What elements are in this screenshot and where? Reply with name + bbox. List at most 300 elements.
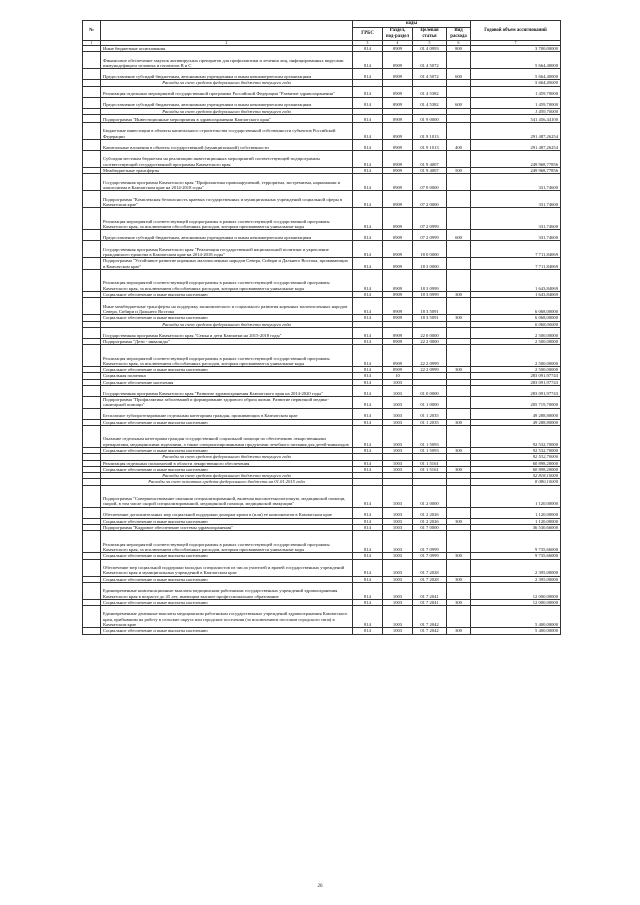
row-name-cell: Социальное обеспечение населения — [101, 379, 353, 385]
row-number-cell — [83, 69, 101, 80]
row-target-article-cell: 01 1 2035 — [413, 419, 447, 425]
row-amount-cell: 2 500,00000 — [471, 338, 561, 344]
row-target-article-cell: 01 1 2035 — [413, 408, 447, 419]
header-razdel: Раздел, под-раздел — [383, 27, 413, 40]
row-razdel-cell: 0909 — [383, 258, 413, 270]
row-number-cell — [83, 191, 101, 208]
row-number-cell — [83, 151, 101, 168]
row-name-cell: Оказание отдельным категориям граждан государственной социальной помощи по обеспечению лекарственными препаратами, медицинскими изделиями, а также специализированными продуктами лечебного питания для детей-инвалидов — [101, 425, 353, 447]
row-name-cell: Социальное обеспечение и иные выплаты населению — [101, 315, 353, 321]
row-razdel-cell: 1003 — [383, 606, 413, 628]
row-razdel-cell: 0909 — [383, 151, 413, 168]
row-name-cell: Расходы за счет средств федерального бюджета текущего года — [101, 473, 353, 479]
row-name-cell: Капитальные вложения в объекты государственной (муниципальной) собственности — [101, 140, 353, 151]
row-expense-type-cell — [447, 258, 471, 270]
row-amount-cell: 1 120,00000 — [471, 518, 561, 524]
row-grbs-cell: 814 — [353, 191, 383, 208]
row-grbs-cell: 814 — [353, 69, 383, 80]
table-row — [83, 191, 561, 208]
row-amount-cell: 5 664,40000 — [471, 52, 561, 69]
row-number-cell — [83, 606, 101, 628]
row-razdel-cell: 1003 — [383, 447, 413, 453]
row-number-cell — [83, 507, 101, 518]
row-amount-cell: 2 500,00000 — [471, 345, 561, 367]
row-razdel-cell: 1003 — [383, 531, 413, 553]
row-grbs-cell: 814 — [353, 315, 383, 321]
row-grbs-cell: 814 — [353, 485, 383, 507]
row-number-cell — [83, 140, 101, 151]
row-name-cell: Расходы за счет средств федерального бюджета текущего года — [101, 321, 353, 327]
row-expense-type-cell — [447, 345, 471, 367]
row-number-cell — [83, 230, 101, 241]
table-row — [83, 52, 561, 69]
row-grbs-cell: 814 — [353, 606, 383, 628]
row-grbs-cell: 814 — [353, 531, 383, 553]
row-amount-cell: 92 532,70000 — [471, 447, 561, 453]
row-expense-type-cell: 300 — [447, 599, 471, 605]
row-name-cell: Подпрограмма "Совершенствование оказания специализированной, включая высокотехнологичную, медицинской помощи, скорой, в том числе скорой специализированной, медицинской помощи, медицинской эвакуации" — [101, 485, 353, 507]
row-amount-cell: 283 091,97743 — [471, 386, 561, 397]
row-target-article-cell: 01 9 4007 — [413, 151, 447, 168]
row-name-cell: Финансовое обеспечение закупок антивирусных препаратов для профилактики и лечения лиц, инфицированных вирусами иммунодефицита человека и гепатитов В и С — [101, 52, 353, 69]
column-index: 1 — [83, 40, 101, 46]
row-grbs-cell: 814 — [353, 168, 383, 174]
row-name-cell: Реализация мероприятий соответствующей подпрограммы в рамках соответствующей государственной программы Камчатского края, за исключением обособленных расходов, которым присваиваются уникальные коды — [101, 208, 353, 230]
row-expense-type-cell — [447, 123, 471, 140]
row-grbs-cell: 814 — [353, 46, 383, 52]
row-target-article-cell: 07 0 0000 — [413, 174, 447, 191]
row-expense-type-cell: 600 — [447, 230, 471, 241]
row-target-article-cell: 18 3 0000 — [413, 258, 447, 270]
row-target-article-cell: 01 9 1013 — [413, 140, 447, 151]
row-grbs-cell: 814 — [353, 525, 383, 531]
row-grbs-cell: 814 — [353, 553, 383, 559]
row-name-cell: Предоставление субсидий бюджетным, автономным учреждениям и иным некоммерческим организациям — [101, 69, 353, 80]
row-razdel-cell: 0909 — [383, 367, 413, 373]
table-row — [83, 174, 561, 191]
row-amount-cell: 52 818,10000 — [471, 473, 561, 479]
row-amount-cell: 205 719,70000 — [471, 397, 561, 409]
row-amount-cell: 7 711,84069 — [471, 241, 561, 258]
row-amount-cell: 2 395,00000 — [471, 559, 561, 576]
row-target-article-cell: 01 4 5072 — [413, 52, 447, 69]
header-name — [101, 21, 353, 41]
row-razdel-cell: 1003 — [383, 507, 413, 518]
row-name-cell: Социальное обеспечение и иные выплаты населению — [101, 518, 353, 524]
row-amount-cell: 1 459,70000 — [471, 97, 561, 108]
row-grbs-cell: 814 — [353, 291, 383, 297]
row-grbs-cell: 814 — [353, 208, 383, 230]
row-amount-cell: 3 700,00000 — [471, 46, 561, 52]
row-amount-cell: 283 091,97743 — [471, 373, 561, 379]
row-razdel-cell: 1003 — [383, 582, 413, 599]
row-expense-type-cell — [447, 52, 471, 69]
row-razdel-cell: 0909 — [383, 115, 413, 123]
row-target-article-cell: 01 7 0999 — [413, 553, 447, 559]
header-codes: коды — [353, 21, 471, 28]
row-name-cell: Реализация мероприятий соответствующей подпрограммы в рамках соответствующей государственной программы Камчатского края, за исключением обособленных расходов, которым присваиваются уникальные коды — [101, 531, 353, 553]
row-target-article-cell: 01 9 0000 — [413, 115, 447, 123]
header-grbs: ГРБС — [353, 27, 383, 40]
row-target-article-cell: 01 9 1013 — [413, 123, 447, 140]
row-amount-cell: 331,74600 — [471, 174, 561, 191]
row-razdel-cell: 0909 — [383, 174, 413, 191]
row-razdel-cell: 0909 — [383, 269, 413, 291]
row-name-cell: Подпрограмма "Профилактика заболеваний и формирование здорового образа жизни. Развитие первичной медико-санитарной помощи" — [101, 397, 353, 409]
row-amount-cell: 9 735,66000 — [471, 553, 561, 559]
column-index: 2 — [101, 40, 353, 46]
table-row — [83, 115, 561, 123]
table-row — [83, 425, 561, 447]
row-razdel-cell: 0909 — [383, 298, 413, 315]
column-index: 6 — [447, 40, 471, 46]
row-number-cell — [83, 269, 101, 291]
row-grbs-cell: 814 — [353, 628, 383, 634]
row-expense-type-cell — [447, 425, 471, 447]
row-expense-type-cell — [447, 408, 471, 419]
row-amount-cell: 331,74600 — [471, 191, 561, 208]
row-expense-type-cell — [447, 241, 471, 258]
table-row — [83, 345, 561, 367]
row-grbs-cell: 814 — [353, 466, 383, 472]
row-razdel-cell: 0909 — [383, 291, 413, 297]
row-target-article-cell: 01 0 0000 — [413, 386, 447, 397]
row-target-article-cell: 01 4 0993 — [413, 46, 447, 52]
row-name-cell: Подпрограмма "Инвестиционные мероприятия в здравоохранении Камчатского края" — [101, 115, 353, 123]
row-target-article-cell: 18 3 5091 — [413, 298, 447, 315]
row-amount-cell: 331,74600 — [471, 230, 561, 241]
row-razdel-cell: 0909 — [383, 315, 413, 321]
row-expense-type-cell — [447, 606, 471, 628]
row-name-cell: Предоставление субсидий бюджетным, автономным учреждениям и иным некоммерческим организациям — [101, 97, 353, 108]
row-number-cell — [83, 386, 101, 397]
row-name-cell: Предоставление субсидий бюджетным, автономным учреждениям и иным некоммерческим организациям — [101, 230, 353, 241]
row-amount-cell: 291 487,26254 — [471, 140, 561, 151]
table-row — [83, 628, 561, 634]
row-target-article-cell: 22 2 0999 — [413, 367, 447, 373]
row-grbs-cell: 814 — [353, 425, 383, 447]
row-name-cell: Социальное обеспечение и иные выплаты населению — [101, 367, 353, 373]
row-target-article-cell: 01 4 5382 — [413, 97, 447, 108]
row-grbs-cell: 814 — [353, 140, 383, 151]
row-name-cell: Бесплатное зубопротезирование отдельным категориям граждан, проживающих в Камчатском крае — [101, 408, 353, 419]
row-grbs-cell: 814 — [353, 507, 383, 518]
row-target-article-cell: 01 1 5161 — [413, 460, 447, 466]
row-expense-type-cell: 300 — [447, 367, 471, 373]
row-grbs-cell: 814 — [353, 518, 383, 524]
row-expense-type-cell — [447, 269, 471, 291]
row-amount-cell: 60 898,20000 — [471, 460, 561, 466]
column-index: 4 — [383, 40, 413, 46]
row-expense-type-cell: 300 — [447, 315, 471, 321]
row-razdel-cell: 1003 — [383, 525, 413, 531]
row-grbs-cell: 814 — [353, 230, 383, 241]
table-row — [83, 582, 561, 599]
row-number-cell — [83, 327, 101, 338]
table-row — [83, 86, 561, 97]
row-target-article-cell: 01 4 5382 — [413, 86, 447, 97]
row-name-cell: Подпрограмма "Комплексная безопасность краевых государственных и муниципальных учреждений социальной сферы в Камчатском крае" — [101, 191, 353, 208]
row-amount-cell: 1 643,84069 — [471, 269, 561, 291]
row-expense-type-cell: 600 — [447, 69, 471, 80]
row-name-cell: Бюджетные инвестиции в объекты капитального строительства государственной собственности субъектов Российской Федерации — [101, 123, 353, 140]
row-expense-type-cell — [447, 507, 471, 518]
row-grbs-cell: 814 — [353, 379, 383, 385]
row-expense-type-cell: 400 — [447, 140, 471, 151]
table-row — [83, 69, 561, 80]
row-number-cell — [83, 241, 101, 258]
row-grbs-cell: 814 — [353, 241, 383, 258]
row-grbs-cell: 814 — [353, 397, 383, 409]
table-row — [83, 258, 561, 270]
row-name-cell: Расходы за счет остатков средств федерального бюджета на 01.01.2015 года — [101, 479, 353, 485]
row-target-article-cell: 18 3 0999 — [413, 291, 447, 297]
row-name-cell: Реализация мероприятий соответствующей подпрограммы в рамках соответствующей государственной программы Камчатского края, за исключением обособленных расходов, которым присваиваются уникальные коды — [101, 345, 353, 367]
row-amount-cell: 36 530,66000 — [471, 525, 561, 531]
row-number-cell — [83, 123, 101, 140]
row-target-article-cell: 01 7 2041 — [413, 582, 447, 599]
row-name-cell: Социальное обеспечение и иные выплаты населению — [101, 599, 353, 605]
header-number: № — [83, 21, 101, 41]
row-amount-cell: 2 395,00000 — [471, 576, 561, 582]
row-razdel-cell: 0909 — [383, 140, 413, 151]
row-razdel-cell: 0909 — [383, 241, 413, 258]
row-razdel-cell: 1003 — [383, 559, 413, 576]
header-expense-type: Вид расхода — [447, 27, 471, 40]
row-number-cell — [83, 258, 101, 270]
row-grbs-cell: 814 — [353, 123, 383, 140]
row-name-cell: Расходы за счет средств федерального бюджета текущего года — [101, 80, 353, 86]
row-razdel-cell: 0909 — [383, 208, 413, 230]
table-row — [83, 531, 561, 553]
row-grbs-cell: 814 — [353, 408, 383, 419]
row-target-article-cell: 01 1 0000 — [413, 397, 447, 409]
row-grbs-cell: 814 — [353, 86, 383, 97]
row-razdel-cell: 10 — [383, 373, 413, 379]
row-grbs-cell: 814 — [353, 599, 383, 605]
row-target-article-cell: 01 7 2028 — [413, 576, 447, 582]
table-row — [83, 230, 561, 241]
row-number-cell — [83, 208, 101, 230]
table-row — [83, 386, 561, 397]
row-name-cell: Государственная программа Камчатского края "Профилактика правонарушений, терроризма, экстремизма, наркомании и алкоголизма в Камчатском крае на 2014-2018 годы" — [101, 174, 353, 191]
row-amount-cell: 5 664,40000 — [471, 69, 561, 80]
row-expense-type-cell: 600 — [447, 97, 471, 108]
budget-table-page — [82, 20, 560, 635]
row-razdel-cell: 0909 — [383, 52, 413, 69]
table-row — [83, 559, 561, 576]
row-target-article-cell: 01 7 2042 — [413, 606, 447, 628]
row-razdel-cell: 0909 — [383, 345, 413, 367]
row-amount-cell: 9 735,66000 — [471, 531, 561, 553]
row-expense-type-cell — [447, 386, 471, 397]
row-target-article-cell: 01 1 5093 — [413, 447, 447, 453]
table-row — [83, 606, 561, 628]
row-grbs-cell: 814 — [353, 258, 383, 270]
row-name-cell: Обеспечение мер социальной поддержки молодых специалистов из числа учителей и врачей государственных учреждений Камчатского края и муниципальных учреждений в Камчатском крае — [101, 559, 353, 576]
row-grbs-cell: 814 — [353, 447, 383, 453]
table-row — [83, 408, 561, 419]
row-target-article-cell: 01 7 2041 — [413, 599, 447, 605]
row-number-cell — [83, 397, 101, 409]
row-target-article-cell: 01 2 2026 — [413, 518, 447, 524]
row-razdel-cell: 1003 — [383, 379, 413, 385]
row-target-article-cell: 01 7 2042 — [413, 628, 447, 634]
row-amount-cell: 7 711,84069 — [471, 258, 561, 270]
row-expense-type-cell — [447, 531, 471, 553]
row-target-article-cell: 07 2 0999 — [413, 230, 447, 241]
table-row — [83, 298, 561, 315]
row-amount-cell: 8 080,10000 — [471, 479, 561, 485]
row-target-article-cell: 01 4 5072 — [413, 69, 447, 80]
row-number-cell — [83, 345, 101, 367]
row-name-cell: Реализация отдельных мероприятий государственной программы Российской Федерации "Развитие здравоохранения" — [101, 86, 353, 97]
row-expense-type-cell — [447, 191, 471, 208]
row-amount-cell: 1 459,70000 — [471, 86, 561, 97]
column-index: 3 — [353, 40, 383, 46]
row-grbs-cell: 814 — [353, 327, 383, 338]
row-target-article-cell: 22 2 0000 — [413, 338, 447, 344]
row-name-cell: Единовременные компенсационные выплаты медицинским работникам государственных учреждений здравоохранения Камчатского края в возрасте до 45 лет, имеющим высшее профессиональное образование — [101, 582, 353, 599]
row-name-cell: Субсидии местным бюджетам на реализацию инвестиционных мероприятий соответствующей подпрограммы соответствующей государственной программы Камчатского края — [101, 151, 353, 168]
table-row — [83, 97, 561, 108]
row-expense-type-cell — [447, 559, 471, 576]
row-razdel-cell: 1003 — [383, 419, 413, 425]
row-number-cell — [83, 86, 101, 97]
row-razdel-cell: 1003 — [383, 599, 413, 605]
row-target-article-cell: 01 1 5093 — [413, 425, 447, 447]
row-name-cell: Подпрограмма "Устойчивое развитие коренных малочисленных народов Севера, Сибири и Дальнего Востока, проживающих в Камчатском крае" — [101, 258, 353, 270]
table-body — [83, 46, 561, 634]
row-razdel-cell: 1003 — [383, 466, 413, 472]
row-target-article-cell: 07 2 0000 — [413, 191, 447, 208]
row-target-article-cell: 18 3 5091 — [413, 315, 447, 321]
row-grbs-cell: 814 — [353, 460, 383, 466]
column-index: 7 — [471, 40, 561, 46]
row-expense-type-cell: 300 — [447, 291, 471, 297]
row-grbs-cell: 814 — [353, 345, 383, 367]
row-grbs-cell: 814 — [353, 582, 383, 599]
row-razdel-cell: 1003 — [383, 408, 413, 419]
row-name-cell: Реализация мероприятий соответствующей подпрограммы в рамках соответствующей государственной программы Камчатского края, за исключением обособленных расходов, которым присваиваются уникальные коды — [101, 269, 353, 291]
table-row — [83, 208, 561, 230]
budget-table — [82, 20, 561, 635]
row-amount-cell: 1 643,84069 — [471, 291, 561, 297]
row-target-article-cell: 22 2 0999 — [413, 345, 447, 367]
row-target-article-cell: 18 0 0000 — [413, 241, 447, 258]
row-grbs-cell: 814 — [353, 419, 383, 425]
table-row — [83, 327, 561, 338]
row-amount-cell: 49 288,80000 — [471, 408, 561, 419]
row-razdel-cell: 0909 — [383, 338, 413, 344]
row-grbs-cell: 814 — [353, 97, 383, 108]
row-grbs-cell: 814 — [353, 298, 383, 315]
row-amount-cell: 541 456,44100 — [471, 115, 561, 123]
row-expense-type-cell — [447, 86, 471, 97]
row-number-cell — [83, 174, 101, 191]
row-expense-type-cell: 300 — [447, 553, 471, 559]
row-grbs-cell: 814 — [353, 559, 383, 576]
row-number-cell — [83, 97, 101, 108]
row-name-cell: Социальное обеспечение и иные выплаты населению — [101, 466, 353, 472]
row-expense-type-cell: 300 — [447, 518, 471, 524]
row-expense-type-cell: 300 — [447, 576, 471, 582]
row-expense-type-cell — [447, 582, 471, 599]
row-expense-type-cell: 300 — [447, 419, 471, 425]
row-razdel-cell: 1003 — [383, 425, 413, 447]
row-name-cell: Иные межбюджетные трансферты на поддержку экономического и социального развития коренных малочисленных народов Севера, Сибири и Дальнего Востока — [101, 298, 353, 315]
column-index: 5 — [413, 40, 447, 46]
row-number-cell — [83, 628, 101, 634]
row-razdel-cell: 1003 — [383, 576, 413, 582]
row-target-article-cell: 01 7 0999 — [413, 531, 447, 553]
row-number-cell — [83, 425, 101, 447]
row-number-cell — [83, 559, 101, 576]
row-expense-type-cell — [447, 485, 471, 507]
row-grbs-cell: 814 — [353, 174, 383, 191]
row-razdel-cell: 1003 — [383, 460, 413, 466]
row-amount-cell: 92 532,70000 — [471, 454, 561, 460]
row-amount-cell: 1 459,70000 — [471, 108, 561, 114]
row-razdel-cell: 0909 — [383, 69, 413, 80]
row-name-cell: Межбюджетные трансферты — [101, 168, 353, 174]
row-number-cell — [83, 298, 101, 315]
row-razdel-cell: 1003 — [383, 386, 413, 397]
row-razdel-cell: 1003 — [383, 628, 413, 634]
row-amount-cell: 6 068,00000 — [471, 298, 561, 315]
table-row — [83, 151, 561, 168]
row-expense-type-cell — [447, 174, 471, 191]
row-amount-cell: 5 400,00000 — [471, 606, 561, 628]
row-number-cell — [83, 485, 101, 507]
row-number-cell — [83, 115, 101, 123]
row-expense-type-cell — [447, 298, 471, 315]
row-name-cell: Единовременные денежные выплаты медицинским работникам государственных учреждений здравоохранения Камчатского края, прибывшим на работу в сельские округа или городские поселения (за исключением поселков городского типа) в Камчатском крае — [101, 606, 353, 628]
row-number-cell — [83, 582, 101, 599]
row-expense-type-cell — [447, 151, 471, 168]
row-name-cell: Иные бюджетные ассигнования — [101, 46, 353, 52]
row-name-cell: Социальное обеспечение и иные выплаты населению — [101, 419, 353, 425]
row-grbs-cell: 814 — [353, 373, 383, 379]
header-amount: Годовой объем ассигнований — [471, 21, 561, 41]
row-target-article-cell: 22 0 0000 — [413, 327, 447, 338]
row-grbs-cell: 814 — [353, 576, 383, 582]
page-number: 26 — [317, 884, 323, 889]
row-razdel-cell: 1003 — [383, 518, 413, 524]
row-target-article-cell: 01 2 2026 — [413, 507, 447, 518]
row-grbs-cell: 814 — [353, 115, 383, 123]
row-target-article-cell: 07 2 0999 — [413, 208, 447, 230]
row-razdel-cell: 1003 — [383, 485, 413, 507]
row-name-cell: Государственная программа Камчатского края "Реализация государственной национальной политики и укрепление гражданского единства в Камчатском крае на 2014-2018 годы" — [101, 241, 353, 258]
row-amount-cell: 249 968,77856 — [471, 168, 561, 174]
row-razdel-cell: 0909 — [383, 168, 413, 174]
row-grbs-cell: 814 — [353, 386, 383, 397]
row-razdel-cell: 0909 — [383, 97, 413, 108]
row-amount-cell: 1 120,00000 — [471, 507, 561, 518]
row-razdel-cell: 0909 — [383, 46, 413, 52]
row-name-cell: Социальное обеспечение и иные выплаты населению — [101, 447, 353, 453]
row-grbs-cell: 814 — [353, 367, 383, 373]
row-amount-cell: 249 968,77856 — [471, 151, 561, 168]
row-razdel-cell: 0909 — [383, 191, 413, 208]
row-razdel-cell: 0909 — [383, 327, 413, 338]
table-row — [83, 485, 561, 507]
row-razdel-cell: 0909 — [383, 123, 413, 140]
row-amount-cell: 1 120,00000 — [471, 485, 561, 507]
row-amount-cell: 331,74600 — [471, 208, 561, 230]
row-grbs-cell: 814 — [353, 338, 383, 344]
